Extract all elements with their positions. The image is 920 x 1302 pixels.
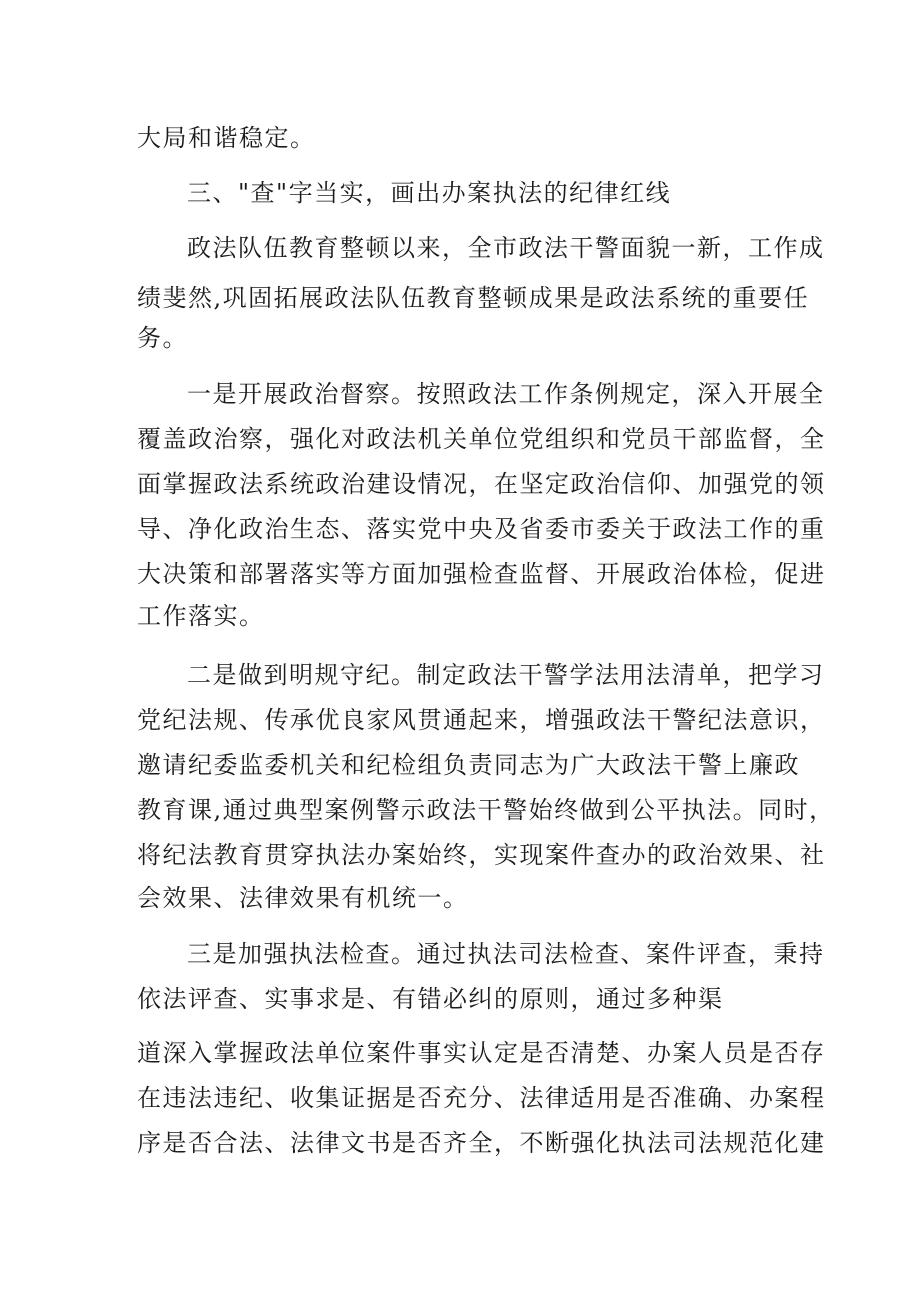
text-line-21: 在违法违纪、收集证据是否充分、法律适用是否准确、办案程: [137, 1084, 826, 1112]
text-line-3: 政法队伍教育整顿以来，全市政法干警面貌一新，工作成: [187, 234, 825, 262]
text-line-9: 导、净化政治生态、落实党中央及省委市委关于政法工作的重: [137, 515, 826, 543]
text-line-7: 覆盖政治察，强化对政法机关单位党组织和党员干部监督，全: [137, 425, 826, 453]
text-line-19: 依法评查、实事求是、有错必纠的原则，通过多种渠: [137, 985, 724, 1013]
text-line-11: 工作落实。: [137, 602, 265, 630]
text-line-5: 务。: [137, 324, 188, 352]
text-line-10: 大决策和部署落实等方面加强检查监督、开展政治体检，促进: [137, 560, 826, 588]
text-line-15: 教育课,通过典型案例警示政法干警始终做到公平执法。同时，: [137, 796, 835, 824]
text-line-1: 大局和谐稳定。: [137, 124, 316, 152]
text-line-20: 道深入掌握政法单位案件事实认定是否清楚、办案人员是否存: [137, 1039, 826, 1067]
text-line-13: 党纪法规、传承优良家风贯通起来，增强政法干警纪法意识，: [137, 706, 826, 734]
text-line-4: 绩斐然,巩固拓展政法队伍教育整顿成果是政法系统的重要任: [137, 284, 810, 312]
text-line-8: 面掌握政法系统政治建设情况，在坚定政治信仰、加强党的领: [137, 470, 826, 498]
text-line-16: 将纪法教育贯穿执法办案始终，实现案件查办的政治效果、社: [137, 841, 826, 869]
text-line-17: 会效果、法律效果有机统一。: [137, 884, 469, 912]
text-line-18: 三是加强执法检查。通过执法司法检查、案件评查，秉持: [187, 940, 825, 968]
text-line-12: 二是做到明规守纪。制定政法干警学法用法清单，把学习: [187, 661, 825, 689]
text-line-22: 序是否合法、法律文书是否齐全，不断强化执法司法规范化建: [137, 1129, 826, 1157]
text-line-6: 一是开展政治督察。按照政法工作条例规定，深入开展全: [187, 380, 825, 408]
section-heading: 三、"查"字当实，画出办案执法的纪律红线: [187, 179, 672, 207]
text-line-14: 邀请纪委监委机关和纪检组负责同志为广大政法干警上廉政: [137, 751, 800, 779]
